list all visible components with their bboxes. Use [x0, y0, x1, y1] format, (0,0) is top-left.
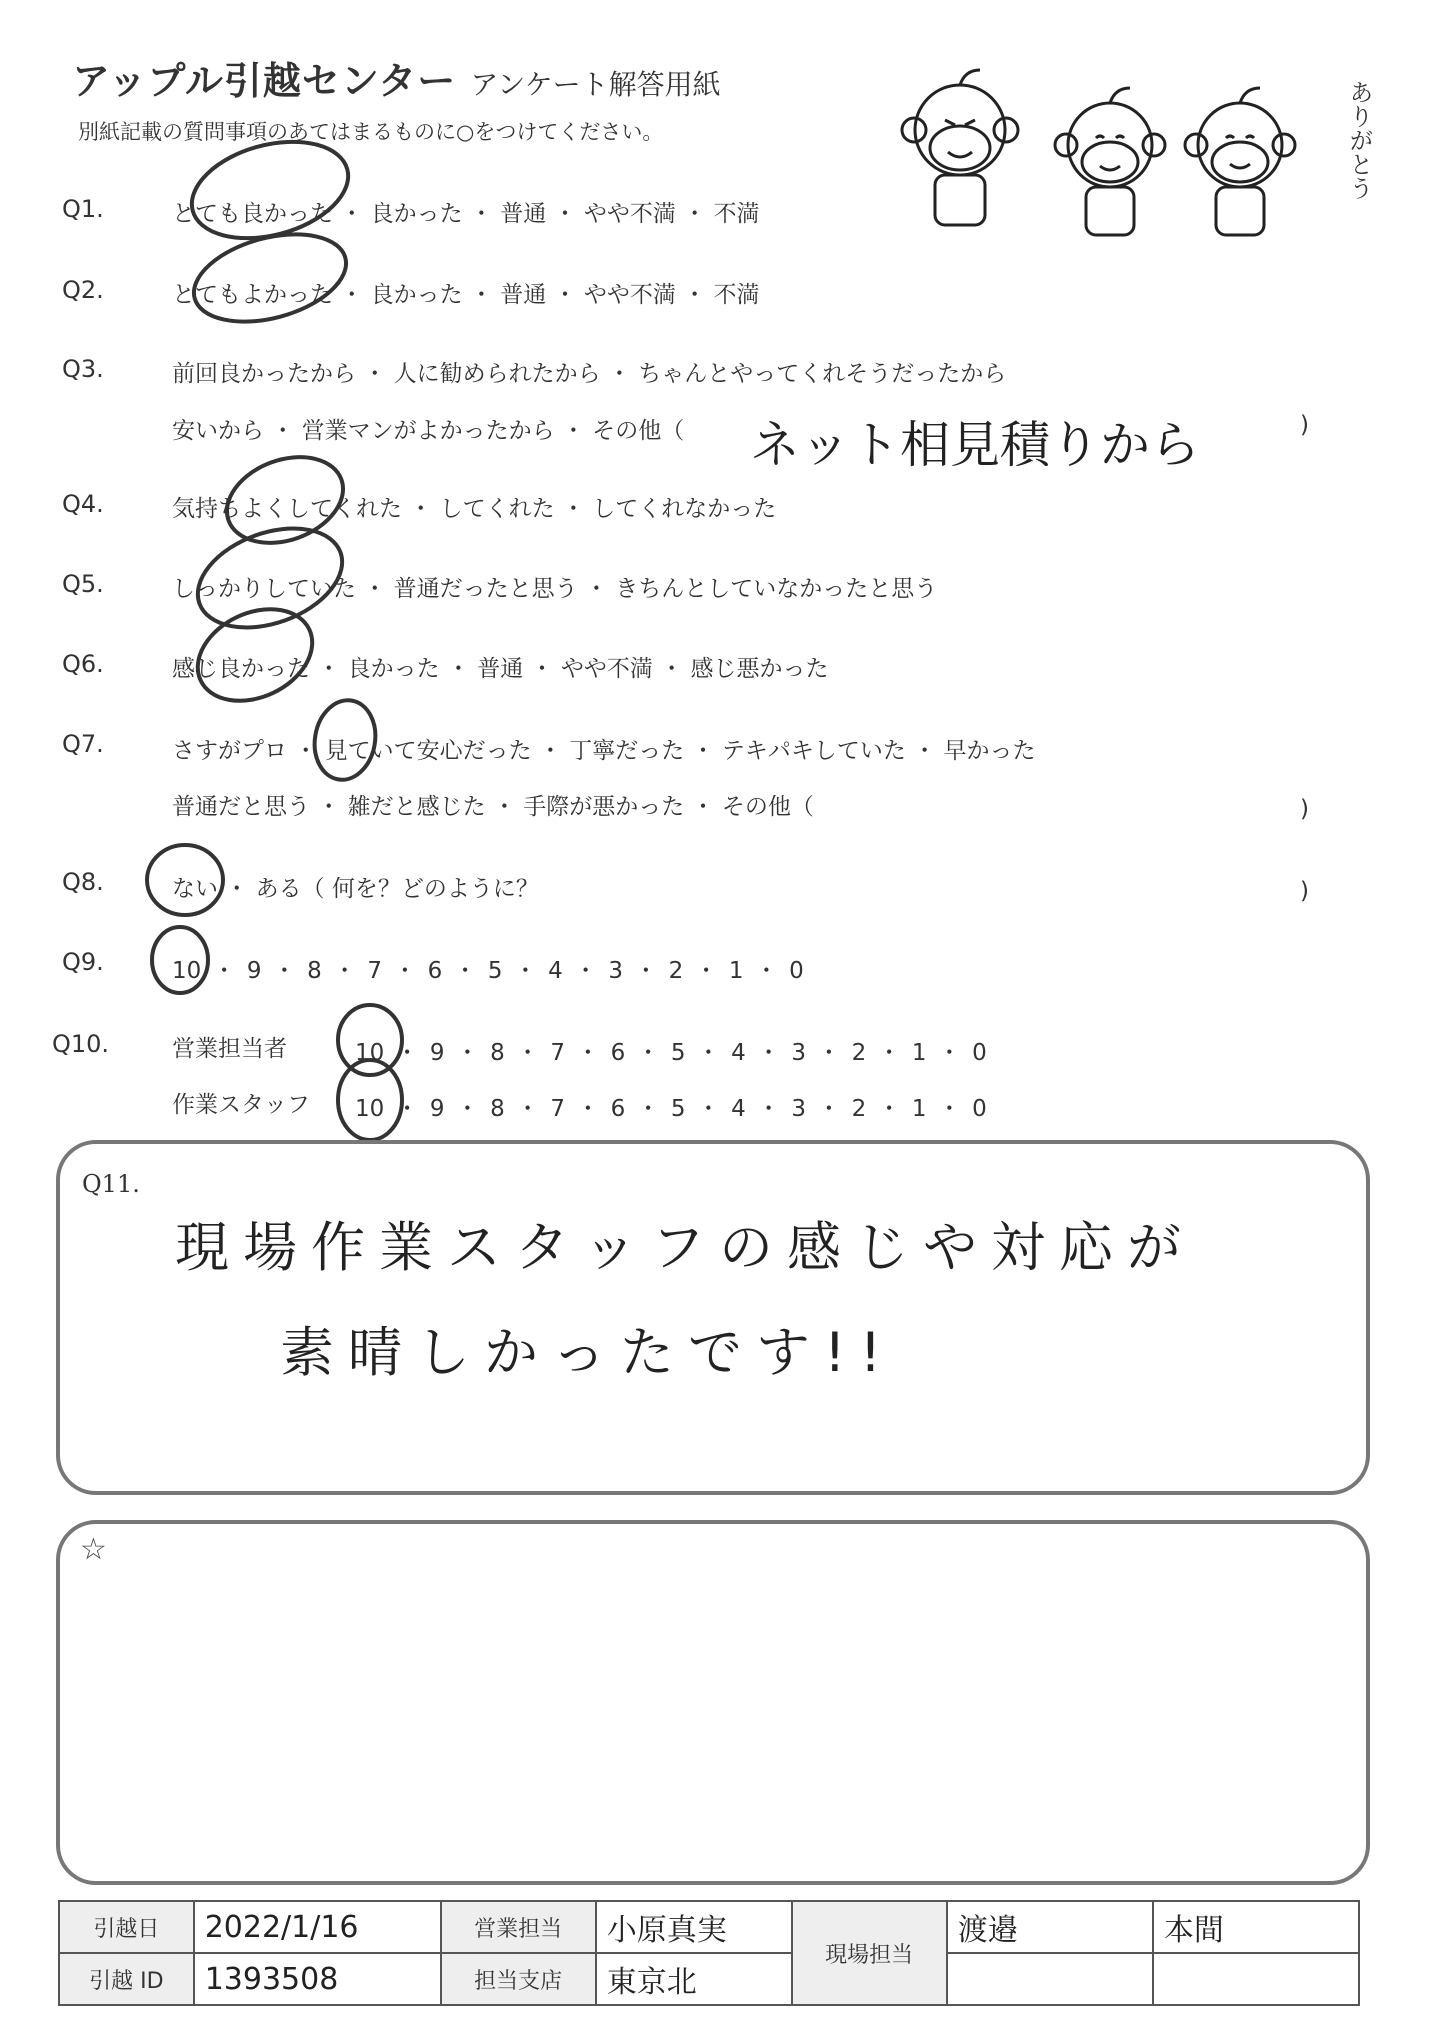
q6-label: Q6. [62, 650, 104, 678]
q7-options[interactable]: さすがプロ ・ 見ていて安心だった ・ 丁寧だった ・ テキパキしていた ・ 早かった [172, 738, 1036, 764]
q7-close-paren: ) [1300, 796, 1309, 822]
q5-options[interactable]: しっかりしていた ・ 普通だったと思う ・ きちんとしていなかったと思う [172, 576, 938, 602]
q4-options[interactable]: 気持ちよくしてくれた ・ してくれた ・ してくれなかった [172, 496, 777, 522]
q5-circle [184, 510, 356, 646]
q3-handwritten-answer: ネット相見積りから [750, 416, 1200, 474]
q10-sales-circle [338, 1005, 402, 1075]
q7-circle [309, 695, 382, 784]
q7-label: Q7. [62, 730, 104, 758]
q11-handwritten-line1: 現場作業スタッフの感じや対応が [175, 1216, 1195, 1279]
branch-name: 東京北 [596, 1953, 792, 2005]
q8-close-paren: ) [1300, 878, 1309, 904]
company-name: アップル引越センター [72, 59, 457, 103]
q8-options[interactable]: ない ・ ある（ 何を？どのように？ [172, 876, 539, 902]
sales-name: 小原真実 [596, 1901, 792, 1953]
q2-circle [184, 219, 355, 337]
q10-staff-circle [338, 1060, 402, 1140]
q3-close-paren: ) [1300, 412, 1309, 438]
q10-staff-label: 作業スタッフ [172, 1092, 310, 1118]
q3-options[interactable]: 前回良かったから ・ 人に勧められたから ・ ちゃんとやってくれそうだったから [172, 361, 1007, 387]
q10-sales-options[interactable]: 10 ・ 9 ・ 8 ・ 7 ・ 6 ・ 5 ・ 4 ・ 3 ・ 2 ・ 1 ・ 0 [355, 1040, 987, 1066]
move-date-label: 引越日 [59, 1901, 194, 1953]
q3-options-2[interactable]: 安いから ・ 営業マンがよかったから ・ その他（ [172, 418, 685, 444]
q9-circle [152, 927, 208, 993]
star-comment-box[interactable] [56, 1520, 1370, 1885]
site-label: 現場担当 [792, 1901, 947, 2005]
q7-options-2[interactable]: 普通だと思う ・ 雑だと感じた ・ 手際が悪かった ・ その他（ [172, 794, 814, 820]
form-subtitle: アンケート解答用紙 [470, 68, 721, 101]
footer-info-table [58, 1900, 1360, 2006]
q4-label: Q4. [62, 490, 104, 518]
move-id-value: 1393508 [194, 1953, 441, 2005]
q5-label: Q5. [62, 570, 104, 598]
instruction-text: 別紙記載の質問事項のあてはまるものに○をつけてください。 [78, 120, 664, 144]
q2-label: Q2. [62, 276, 104, 304]
q10-label: Q10. [52, 1030, 110, 1058]
site-name-2: 本間 [1153, 1901, 1359, 1953]
q9-options[interactable]: 10 ・ 9 ・ 8 ・ 7 ・ 6 ・ 5 ・ 4 ・ 3 ・ 2 ・ 1 ・ 0 [172, 958, 804, 984]
q10-staff-options[interactable]: 10 ・ 9 ・ 8 ・ 7 ・ 6 ・ 5 ・ 4 ・ 3 ・ 2 ・ 1 ・ 0 [355, 1096, 987, 1122]
q1-options[interactable]: とても良かった ・ 良かった ・ 普通 ・ やや不満 ・ 不満 [172, 201, 760, 227]
thanks-text: ありがとう [1345, 80, 1373, 200]
sales-label: 営業担当 [441, 1901, 596, 1953]
move-date-value: 2022/1/16 [194, 1901, 441, 1953]
move-id-label: 引越 ID [59, 1953, 194, 2005]
q10-sales-label: 営業担当者 [172, 1036, 287, 1062]
q8-label: Q8. [62, 868, 104, 896]
q11-label: Q11. [82, 1170, 140, 1198]
q6-options[interactable]: 感じ良かった ・ 良かった ・ 普通 ・ やや不満 ・ 感じ悪かった [172, 656, 829, 682]
q3-label: Q3. [62, 355, 104, 383]
branch-label: 担当支店 [441, 1953, 596, 2005]
q2-options[interactable]: とてもよかった ・ 良かった ・ 普通 ・ やや不満 ・ 不満 [172, 282, 760, 308]
site-empty-2 [1153, 1953, 1359, 2005]
q8-circle [147, 845, 223, 915]
q11-handwritten-line2: 素晴しかったです!! [280, 1321, 896, 1384]
star-label: ☆ [80, 1532, 107, 1567]
site-name-1: 渡邉 [947, 1901, 1153, 1953]
q9-label: Q9. [62, 948, 104, 976]
q1-label: Q1. [62, 195, 104, 223]
site-empty-1 [947, 1953, 1153, 2005]
